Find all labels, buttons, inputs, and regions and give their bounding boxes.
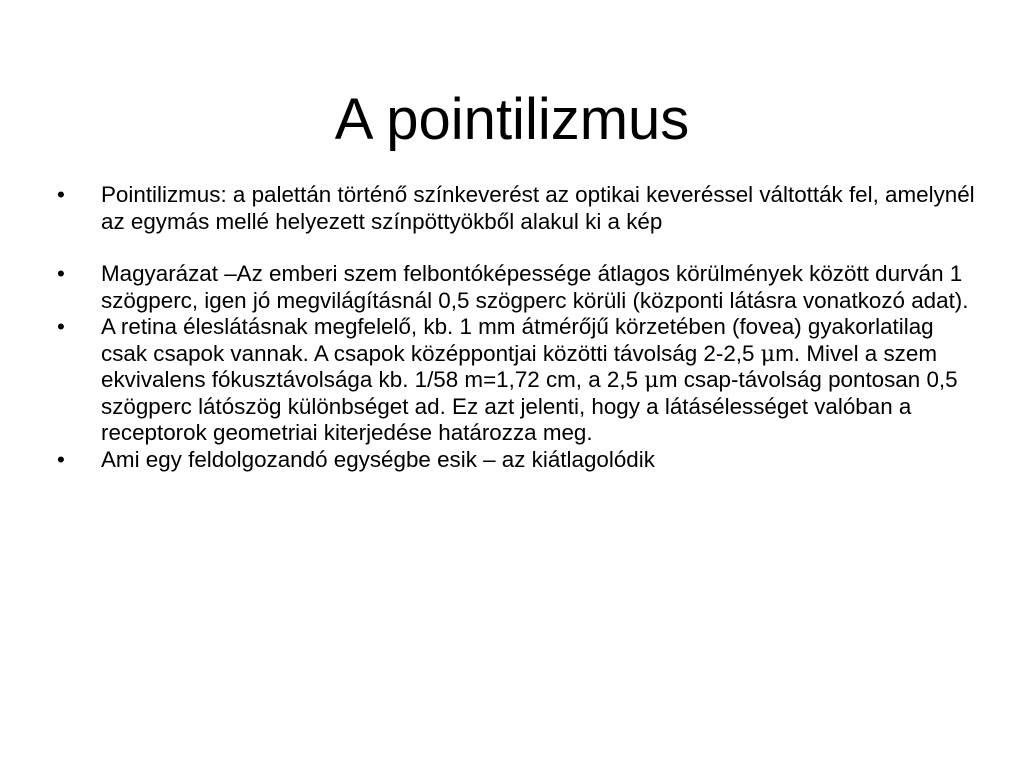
bullet-item-explanation xyxy=(57,261,977,314)
bullet-text-part-1: A retina éleslátásnak megfelelő, kb. 1 mm átmérőjű körzetében (fovea) gyakorlatilag csak csapok vannak. A csapok középpontjai közötti távolság 2-2,5 xyxy=(101,314,934,366)
micro-symbol: μ xyxy=(760,340,776,367)
bullet-list xyxy=(57,182,977,473)
bullet-icon: • xyxy=(57,446,65,472)
bullet-text: Ami egy feldolgozandó egységbe esik – az kiátlagolódik xyxy=(101,446,655,472)
bullet-text: Pointilizmus: a palettán történő színkeverést az optikai keveréssel váltották fel, amelynél az egymás mellé helyezett színpöttyökből alakul ki a kép xyxy=(101,182,975,234)
bullet-text: Magyarázat –Az emberi szem felbontóképessége átlagos körülmények között durván 1 szögperc, igen jó megvilágításnál 0,5 szögperc körüli (központi látásra vonatkozó adat). xyxy=(101,261,969,313)
bullet-icon: • xyxy=(57,182,65,207)
slide-title: A pointilizmus xyxy=(334,87,690,152)
bullet-icon: • xyxy=(57,261,65,286)
micro-symbol: μ xyxy=(644,367,659,393)
bullet-item-pointillism xyxy=(57,182,977,235)
bullet-text-part-2: m. Mivel a szem ekvivalens fókusztávolsága kb. 1/58 m=1,72 cm, a 2,5 xyxy=(101,340,937,392)
bullet-icon: • xyxy=(57,314,65,339)
bullet-item-retina xyxy=(57,314,977,447)
bullet-item-averaging xyxy=(57,447,977,474)
bullet-text-part-3: m csap-távolság pontosan 0,5 szögperc látószög különbséget ad. Ez azt jelenti, hogy a látásélességet valóban a receptorok geometriai kiterjedése határozza meg. xyxy=(101,367,958,445)
